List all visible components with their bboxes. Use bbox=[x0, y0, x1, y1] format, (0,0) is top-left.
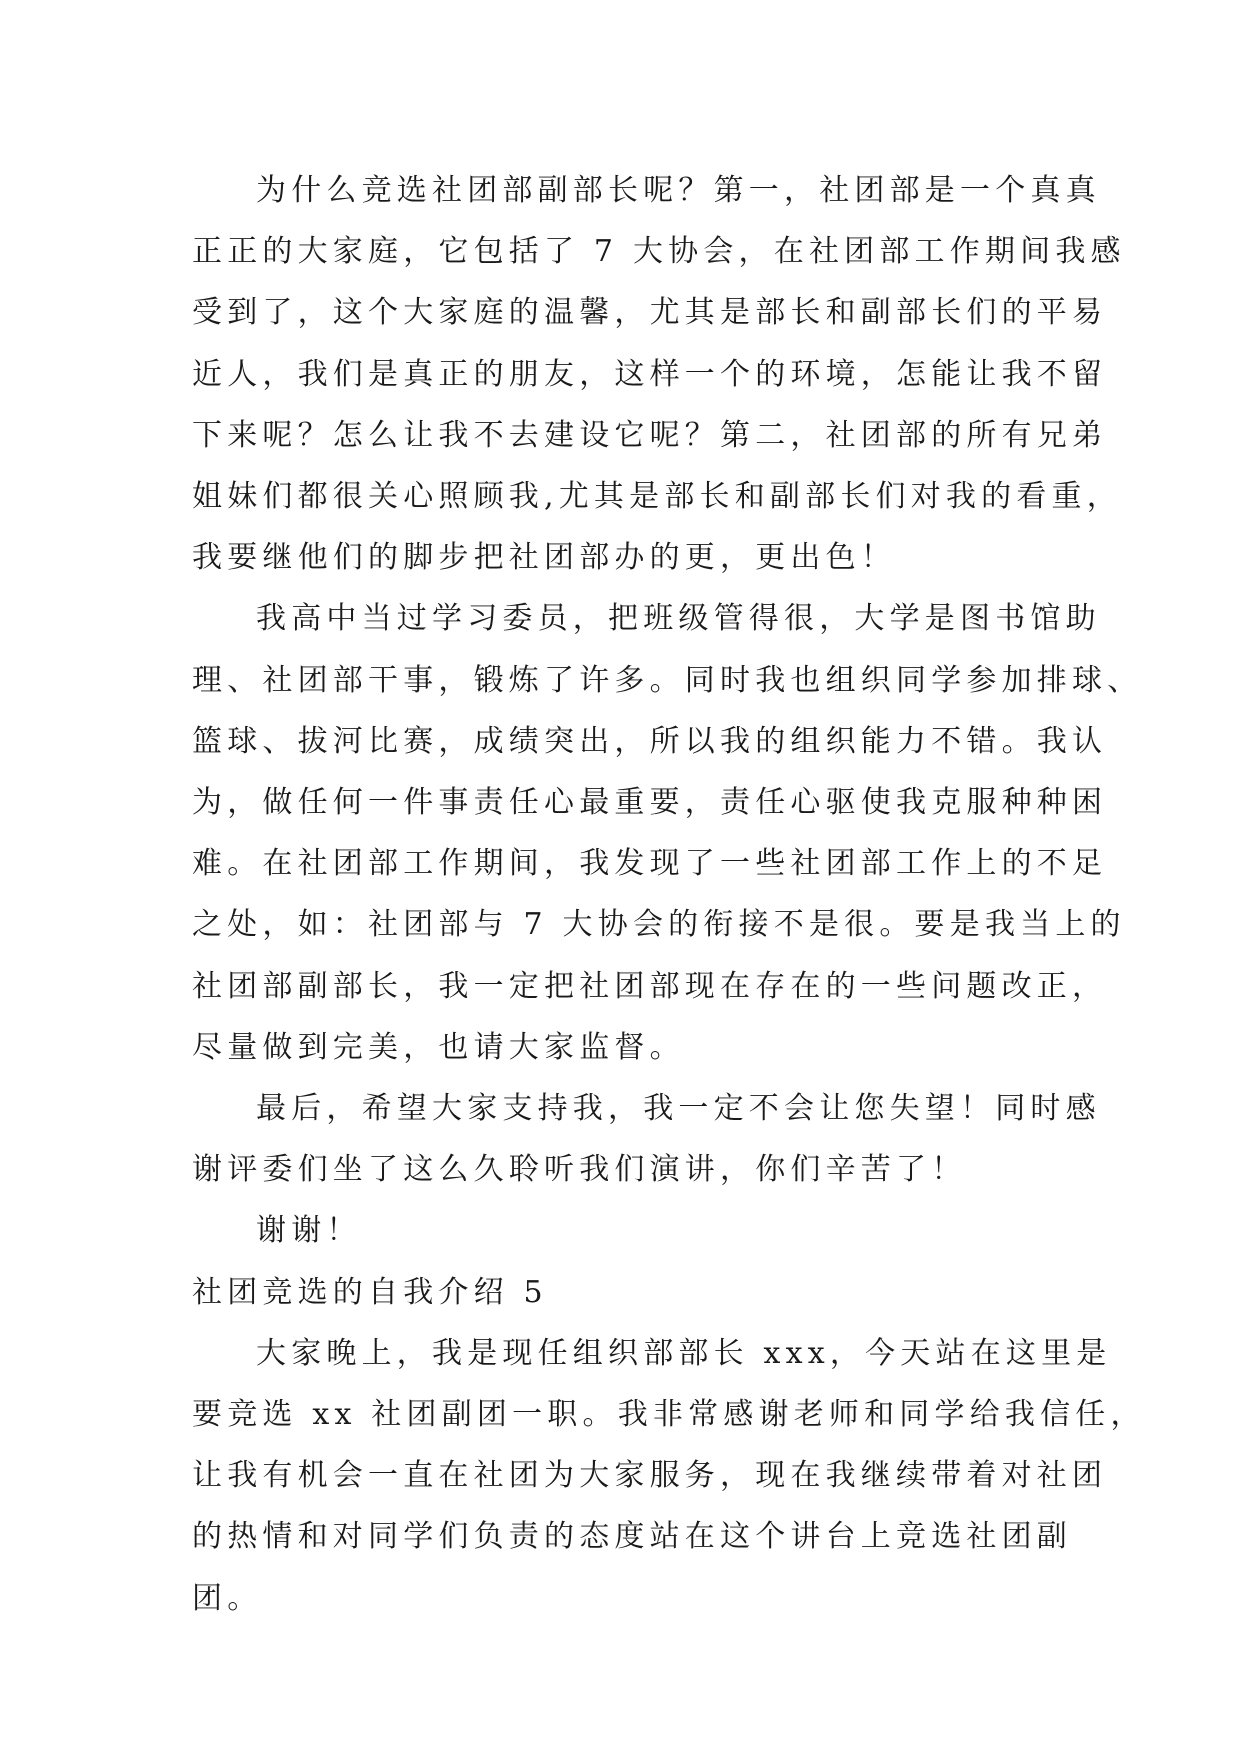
text-line: 受到了，这个大家庭的温馨，尤其是部长和副部长们的平易 bbox=[192, 295, 1108, 331]
section-heading bbox=[192, 1262, 1052, 1323]
text-line: 大家晚上，我是现任组织部部长 xxx，今天站在这里是 bbox=[256, 1335, 1112, 1371]
text-line: 我高中当过学习委员，把班级管得很，大学是图书馆助 bbox=[256, 601, 1101, 637]
text-line: 近人，我们是真正的朋友，这样一个的环境，怎能让我不留 bbox=[192, 356, 1108, 392]
text-line: 要竞选 xx 社团副团一职。我非常感谢老师和同学给我信任， bbox=[192, 1397, 1146, 1433]
text-line: 理、社团部干事，锻炼了许多。同时我也组织同学参加排球、 bbox=[192, 662, 1143, 698]
paragraph-thanks bbox=[192, 1200, 1052, 1261]
paragraph-introduction bbox=[192, 1323, 1146, 1629]
text-line: 为什么竞选社团部副部长呢？第一，社团部是一个真真 bbox=[256, 173, 1101, 208]
text-line: 最后，希望大家支持我，我一定不会让您失望！同时感 bbox=[256, 1091, 1101, 1127]
text-line: 团。 bbox=[192, 1580, 263, 1616]
text-line: 谢评委们坐了这么久聆听我们演讲，你们辛苦了！ bbox=[192, 1152, 967, 1188]
text-line: 为，做任何一件事责任心最重要，责任心驱使我克服种种困 bbox=[192, 785, 1108, 821]
text-line: 难。在社团部工作期间，我发现了一些社团部工作上的不足 bbox=[192, 846, 1108, 882]
paragraph-why-run bbox=[192, 160, 1126, 588]
text-line: 我要继他们的脚步把社团部办的更，更出色！ bbox=[192, 540, 896, 576]
paragraph-experience bbox=[192, 588, 1143, 1078]
document-body bbox=[192, 160, 1146, 1629]
heading-text: 社团竞选的自我介绍 5 bbox=[192, 1274, 548, 1310]
text-line: 让我有机会一直在社团为大家服务，现在我继续带着对社团 bbox=[192, 1458, 1108, 1494]
paragraph-closing bbox=[192, 1078, 1101, 1200]
text-line: 谢谢！ bbox=[256, 1213, 362, 1249]
text-line: 正正的大家庭，它包括了 7 大协会，在社团部工作期间我感 bbox=[192, 234, 1126, 270]
text-line: 之处，如：社团部与 7 大协会的衔接不是很。要是我当上的 bbox=[192, 907, 1126, 943]
text-line: 社团部副部长，我一定把社团部现在存在的一些问题改正， bbox=[192, 968, 1108, 1004]
text-line: 篮球、拔河比赛，成绩突出，所以我的组织能力不错。我认 bbox=[192, 723, 1108, 759]
text-line: 的热情和对同学们负责的态度站在这个讲台上竞选社团副 bbox=[192, 1519, 1072, 1555]
text-line: 下来呢？怎么让我不去建设它呢？第二，社团部的所有兄弟 bbox=[192, 417, 1108, 453]
text-line: 尽量做到完美，也请大家监督。 bbox=[192, 1029, 685, 1065]
text-line: 姐妹们都很关心照顾我,尤其是部长和副部长们对我的看重， bbox=[192, 479, 1122, 515]
